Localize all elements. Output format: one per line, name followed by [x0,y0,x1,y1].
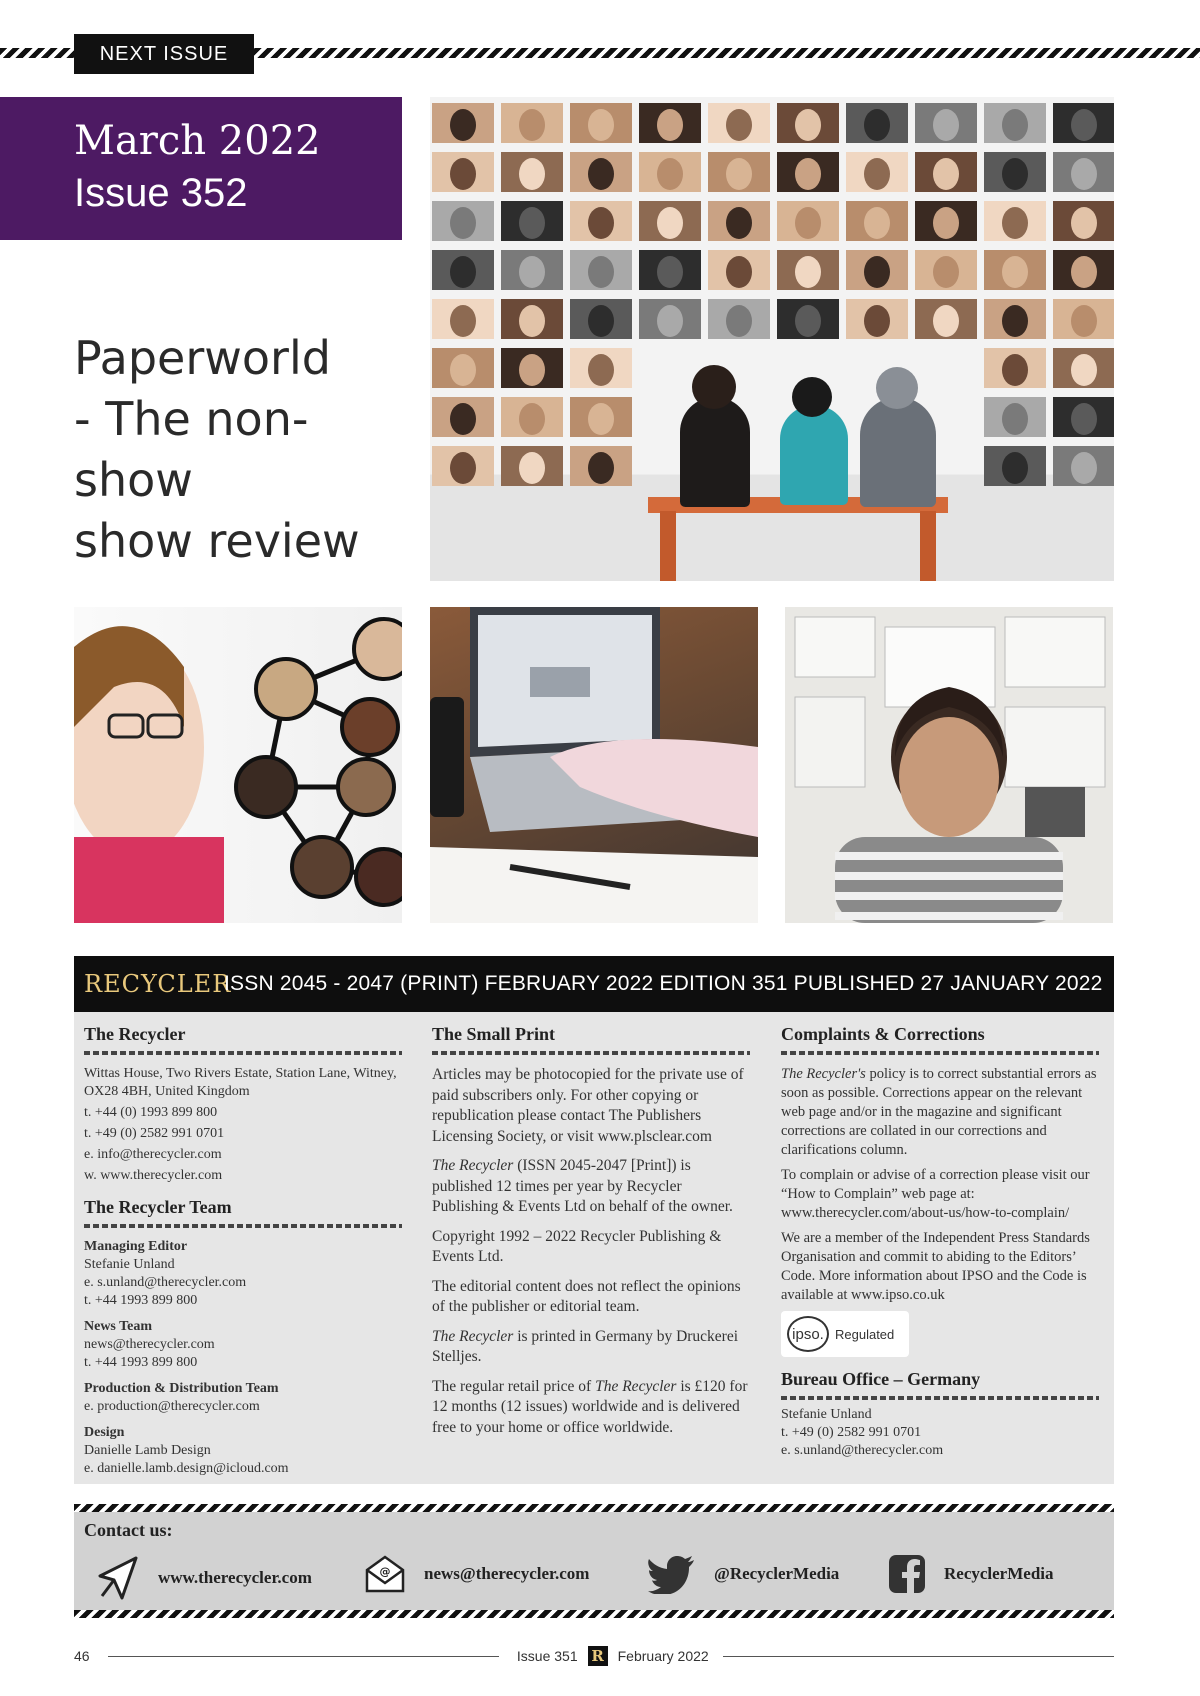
recycler-logo: RECYCLER [84,970,232,998]
portrait-tile [570,299,632,339]
copyright-paragraph: Copyright 1992 – 2022 Recycler Publishing & Events Ltd. [432,1227,722,1265]
portrait-tile [1053,446,1114,486]
portrait-tile [432,103,494,143]
bureau-email[interactable]: e. s.unland@therecycler.com [781,1443,944,1458]
facebook-icon [888,1554,926,1594]
info-panel [74,1012,1114,1484]
portrait-tile [708,250,770,290]
mail-icon [364,1554,406,1594]
contact-email-text[interactable]: news@therecycler.com [424,1564,590,1583]
phone-uk: t. +44 (0) 1993 899 800 [84,1105,218,1120]
portrait-tile [639,299,701,339]
portrait-tile [708,201,770,241]
contact-bar [74,1504,1114,1618]
column-complaints [781,1024,1099,1460]
portrait-tile [915,103,977,143]
network-photo [74,607,402,923]
managing-editor-email[interactable]: e. s.unland@therecycler.com [84,1275,247,1290]
design-name: Danielle Lamb Design [84,1443,211,1458]
footer-rule-right [723,1656,1114,1657]
design-label: Design [84,1425,125,1440]
copying-paragraph: Articles may be photocopied for the private use of paid subscribers only. For other copying or republication please contact The Publishers Licensing Society, or visit www.plsclear.com [432,1066,744,1145]
contact-bottom-hatch [74,1610,1114,1618]
svg-text:@: @ [379,1565,391,1578]
portrait-tile [501,446,563,486]
person-middle [780,405,848,505]
portrait-tile [777,250,839,290]
portrait-tile [570,250,632,290]
printer-paragraph: The Recycler is printed in Germany by Druckerei Stelljes. [432,1327,739,1365]
portrait-tile [846,103,908,143]
address: Wittas House, Two Rivers Estate, Station Lane, Witney, OX28 4BH, United Kingdom [84,1066,397,1099]
footer-date: February 2022 [617,1648,709,1664]
next-issue-label: NEXT ISSUE [74,34,254,74]
dashed-divider [781,1396,1099,1400]
feature-title: Paperworld - The non-show show review [74,331,360,568]
portrait-tile [915,250,977,290]
section-title: Complaints & Corrections [781,1024,985,1044]
portrait-tile [570,446,632,486]
portrait-tile [432,446,494,486]
portrait-tile [570,397,632,437]
issue-month: March 2022 [74,118,321,164]
section-title-team: The Recycler Team [84,1197,232,1217]
portrait-tile [1053,348,1114,388]
portrait-tile [708,152,770,192]
page-number: 46 [74,1648,90,1664]
contact-website[interactable] [96,1554,312,1602]
portrait-tile [984,446,1046,486]
managing-editor-label: Managing Editor [84,1239,188,1254]
portrait-tile [708,103,770,143]
column-the-recycler [84,1024,402,1478]
portrait-tile [1053,397,1114,437]
contact-twitter-text[interactable]: @RecyclerMedia [714,1564,840,1583]
portrait-tile [984,250,1046,290]
column-small-print [432,1024,750,1447]
portrait-tile [501,397,563,437]
dashed-divider [84,1224,402,1228]
portrait-tile [846,201,908,241]
laptop-photo [430,607,758,923]
dashed-divider [781,1051,1099,1055]
masthead-bar [74,956,1114,1012]
dashed-divider [84,1051,402,1055]
portrait-tile [777,201,839,241]
ipso-regulated-text: Regulated [835,1326,895,1342]
portrait-tile [570,152,632,192]
portrait-tile [777,299,839,339]
portrait-tile [432,250,494,290]
portrait-tile [915,201,977,241]
portrait-tile [570,201,632,241]
contact-label: Contact us: [84,1520,173,1540]
price-paragraph: The regular retail price of The Recycler is £120 for 12 months (12 issues) worldwide and is delivered free to your home or office worldwide. [432,1377,748,1436]
portrait-tile [501,201,563,241]
cursor-icon [96,1554,140,1602]
twitter-icon [648,1554,696,1594]
production-label: Production & Distribution Team [84,1381,279,1396]
portrait-tile [501,103,563,143]
portrait-tile [432,152,494,192]
ipso-logo-icon: ipso. [787,1316,829,1352]
portrait-tile [432,348,494,388]
editorial-disclaimer: The editorial content does not reflect the opinions of the publisher or editorial team. [432,1277,741,1315]
portrait-tile [432,397,494,437]
website-link[interactable]: w. www.therecycler.com [84,1168,223,1183]
footer-issue: Issue 351 [516,1648,578,1664]
issue-box [0,97,402,240]
how-to-complain: To complain or advise of a correction please visit our “How to Complain” web page at: www.therecycler.com/about-us/how-to-complain/ [781,1167,1090,1221]
portrait-tile [915,152,977,192]
news-email[interactable]: news@therecycler.com [84,1337,215,1352]
portrait-tile [984,201,1046,241]
bureau-title: Bureau Office – Germany [781,1369,981,1389]
contact-twitter[interactable] [648,1554,839,1594]
portrait-tile [984,397,1046,437]
portrait-tile [1053,250,1114,290]
section-title: The Small Print [432,1024,556,1044]
portrait-tile [984,103,1046,143]
contact-email[interactable] [364,1554,589,1594]
portrait-tile [639,103,701,143]
hero-photo-wall-image [430,97,1114,581]
portrait-tile [501,152,563,192]
production-email[interactable]: e. production@therecycler.com [84,1399,260,1414]
section-title: The Recycler [84,1024,186,1044]
phone-de: t. +49 (0) 2582 991 0701 [84,1126,225,1141]
portrait-tile [777,103,839,143]
ipso-regulated-badge [781,1311,909,1357]
issn-line: ISSN 2045 - 2047 (PRINT) FEBRUARY 2022 EDITION 351 PUBLISHED 27 JANUARY 2022 [224,972,1103,995]
portrait-tile [915,299,977,339]
portrait-tile [639,250,701,290]
portrait-tile [1053,103,1114,143]
portrait-tile [846,299,908,339]
portrait-tile [501,299,563,339]
contact-top-hatch [74,1504,1114,1512]
page-footer [74,1646,1114,1666]
portrait-tile [501,250,563,290]
portrait-tile [1053,299,1114,339]
ipso-membership: We are a member of the Independent Press Standards Organisation and commit to abiding to the Editors’ Code. More information about IPSO and the Code is available at www.ipso.co.uk [781,1230,1090,1303]
news-phone: t. +44 1993 899 800 [84,1355,198,1370]
email-info[interactable]: e. info@therecycler.com [84,1147,222,1162]
corrections-policy: The Recycler's policy is to correct substantial errors as soon as possible. Corrections appear on the relevant web page and/or in the magazine and significant corrections are collated in our corrections and clarifications column. [781,1066,1097,1158]
portrait-tile [639,152,701,192]
footer-rule-left [108,1656,499,1657]
news-team-label: News Team [84,1319,153,1334]
dashed-divider [432,1051,750,1055]
contact-website-text[interactable]: www.therecycler.com [158,1568,312,1587]
person-left [680,397,750,507]
portrait-tile [984,152,1046,192]
portrait-tile [777,152,839,192]
portrait-tile [432,201,494,241]
planning-photo [785,607,1113,923]
portrait-tile [984,348,1046,388]
design-email[interactable]: e. danielle.lamb.design@icloud.com [84,1461,289,1476]
portrait-tile [708,299,770,339]
contact-facebook-text[interactable]: RecyclerMedia [944,1564,1054,1583]
portrait-tile [1053,152,1114,192]
bureau-phone: t. +49 (0) 2582 991 0701 [781,1425,922,1440]
portrait-tile [570,348,632,388]
portrait-tile [432,299,494,339]
portrait-tile [846,250,908,290]
issue-number: Issue 352 [74,171,248,215]
managing-editor-phone: t. +44 1993 899 800 [84,1293,198,1308]
recycler-r-logo-icon: R [588,1646,608,1666]
portrait-tile [846,152,908,192]
person-right [860,397,936,507]
portrait-tile [1053,201,1114,241]
portrait-tile [570,103,632,143]
contact-facebook[interactable] [888,1554,1054,1594]
publication-paragraph: The Recycler (ISSN 2045-2047 [Print]) is published 12 times per year by Recycler Publishing & Events Ltd on behalf of the owner. [432,1157,733,1215]
managing-editor-name: Stefanie Unland [84,1257,175,1272]
portrait-tile [984,299,1046,339]
portrait-tile [639,201,701,241]
bureau-name: Stefanie Unland [781,1407,872,1422]
portrait-tile [501,348,563,388]
